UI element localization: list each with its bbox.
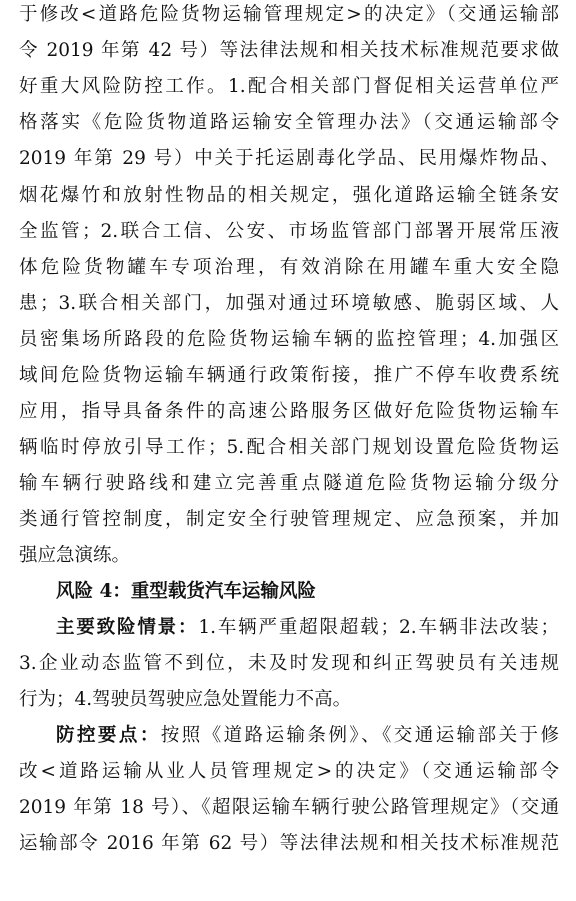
text-line: 格落实《危险货物道路运输安全管理办法》（交通运输部令 — [19, 112, 559, 133]
text-line: 烟花爆竹和放射性物品的相关规定，强化道路运输全链条安 — [19, 185, 559, 206]
scenario-label: 主要致险情景： — [56, 617, 199, 638]
text-line: 行为；4.驾驶员驾驶应急处置能力不高。 — [19, 689, 352, 710]
text-line: 输车辆行驶路线和建立完善重点隧道危险货物运输分级分 — [19, 473, 559, 494]
text-line: 强应急演练。 — [19, 545, 131, 566]
text-line: 好重大风险防控工作。1.配合相关部门督促相关运营单位严 — [19, 76, 559, 97]
control-paragraph-first-line — [56, 724, 559, 748]
text-line: 类通行管控制度，制定安全行驶管理规定、应急预案，并加 — [19, 509, 559, 530]
section-heading: 风险 4：重型载货汽车运输风险 — [56, 581, 316, 602]
scenario-paragraph-first-line — [56, 616, 559, 640]
text-line: 运输部令 2016 年第 62 号）等法律法规和相关技术标准规范 — [19, 833, 559, 854]
text-line: 令 2019 年第 42 号）等法律法规和相关技术标准规范要求做 — [19, 40, 559, 61]
scenario-text: 1.车辆严重超限超载；2.车辆非法改装； — [198, 617, 559, 638]
control-text: 按照《道路运输条例》、《交通运输部关于修 — [160, 725, 559, 746]
text-line: 员密集场所路段的危险货物运输车辆的监控管理；4.加强区 — [19, 329, 559, 350]
text-line: 应用，指导具备条件的高速公路服务区做好危险货物运输车 — [19, 401, 559, 422]
text-line: 辆临时停放引导工作；5.配合相关部门规划设置危险货物运 — [19, 437, 559, 458]
control-label: 防控要点： — [56, 725, 161, 746]
text-line: 域间危险货物运输车辆通行政策衔接，推广不停车收费系统 — [19, 365, 559, 386]
text-line: 2019 年第 29 号）中关于托运剧毒化学品、民用爆炸物品、 — [19, 148, 559, 169]
text-line: 全监管；2.联合工信、公安、市场监管部门部署开展常压液 — [19, 221, 559, 242]
text-line: 患；3.联合相关部门，加强对通过环境敏感、脆弱区域、人 — [19, 293, 559, 314]
text-line: 2019 年第 18 号）、《超限运输车辆行驶公路管理规定》（交通 — [19, 797, 559, 818]
text-line: 于修改<道路危险货物运输管理规定>的决定》（交通运输部 — [19, 4, 559, 25]
text-line: 3.企业动态监管不到位，未及时发现和纠正驾驶员有关违规 — [19, 653, 559, 674]
text-line: 体危险货物罐车专项治理，有效消除在用罐车重大安全隐 — [19, 257, 559, 278]
text-line: 改<道路运输从业人员管理规定>的决定》（交通运输部令 — [19, 761, 559, 782]
